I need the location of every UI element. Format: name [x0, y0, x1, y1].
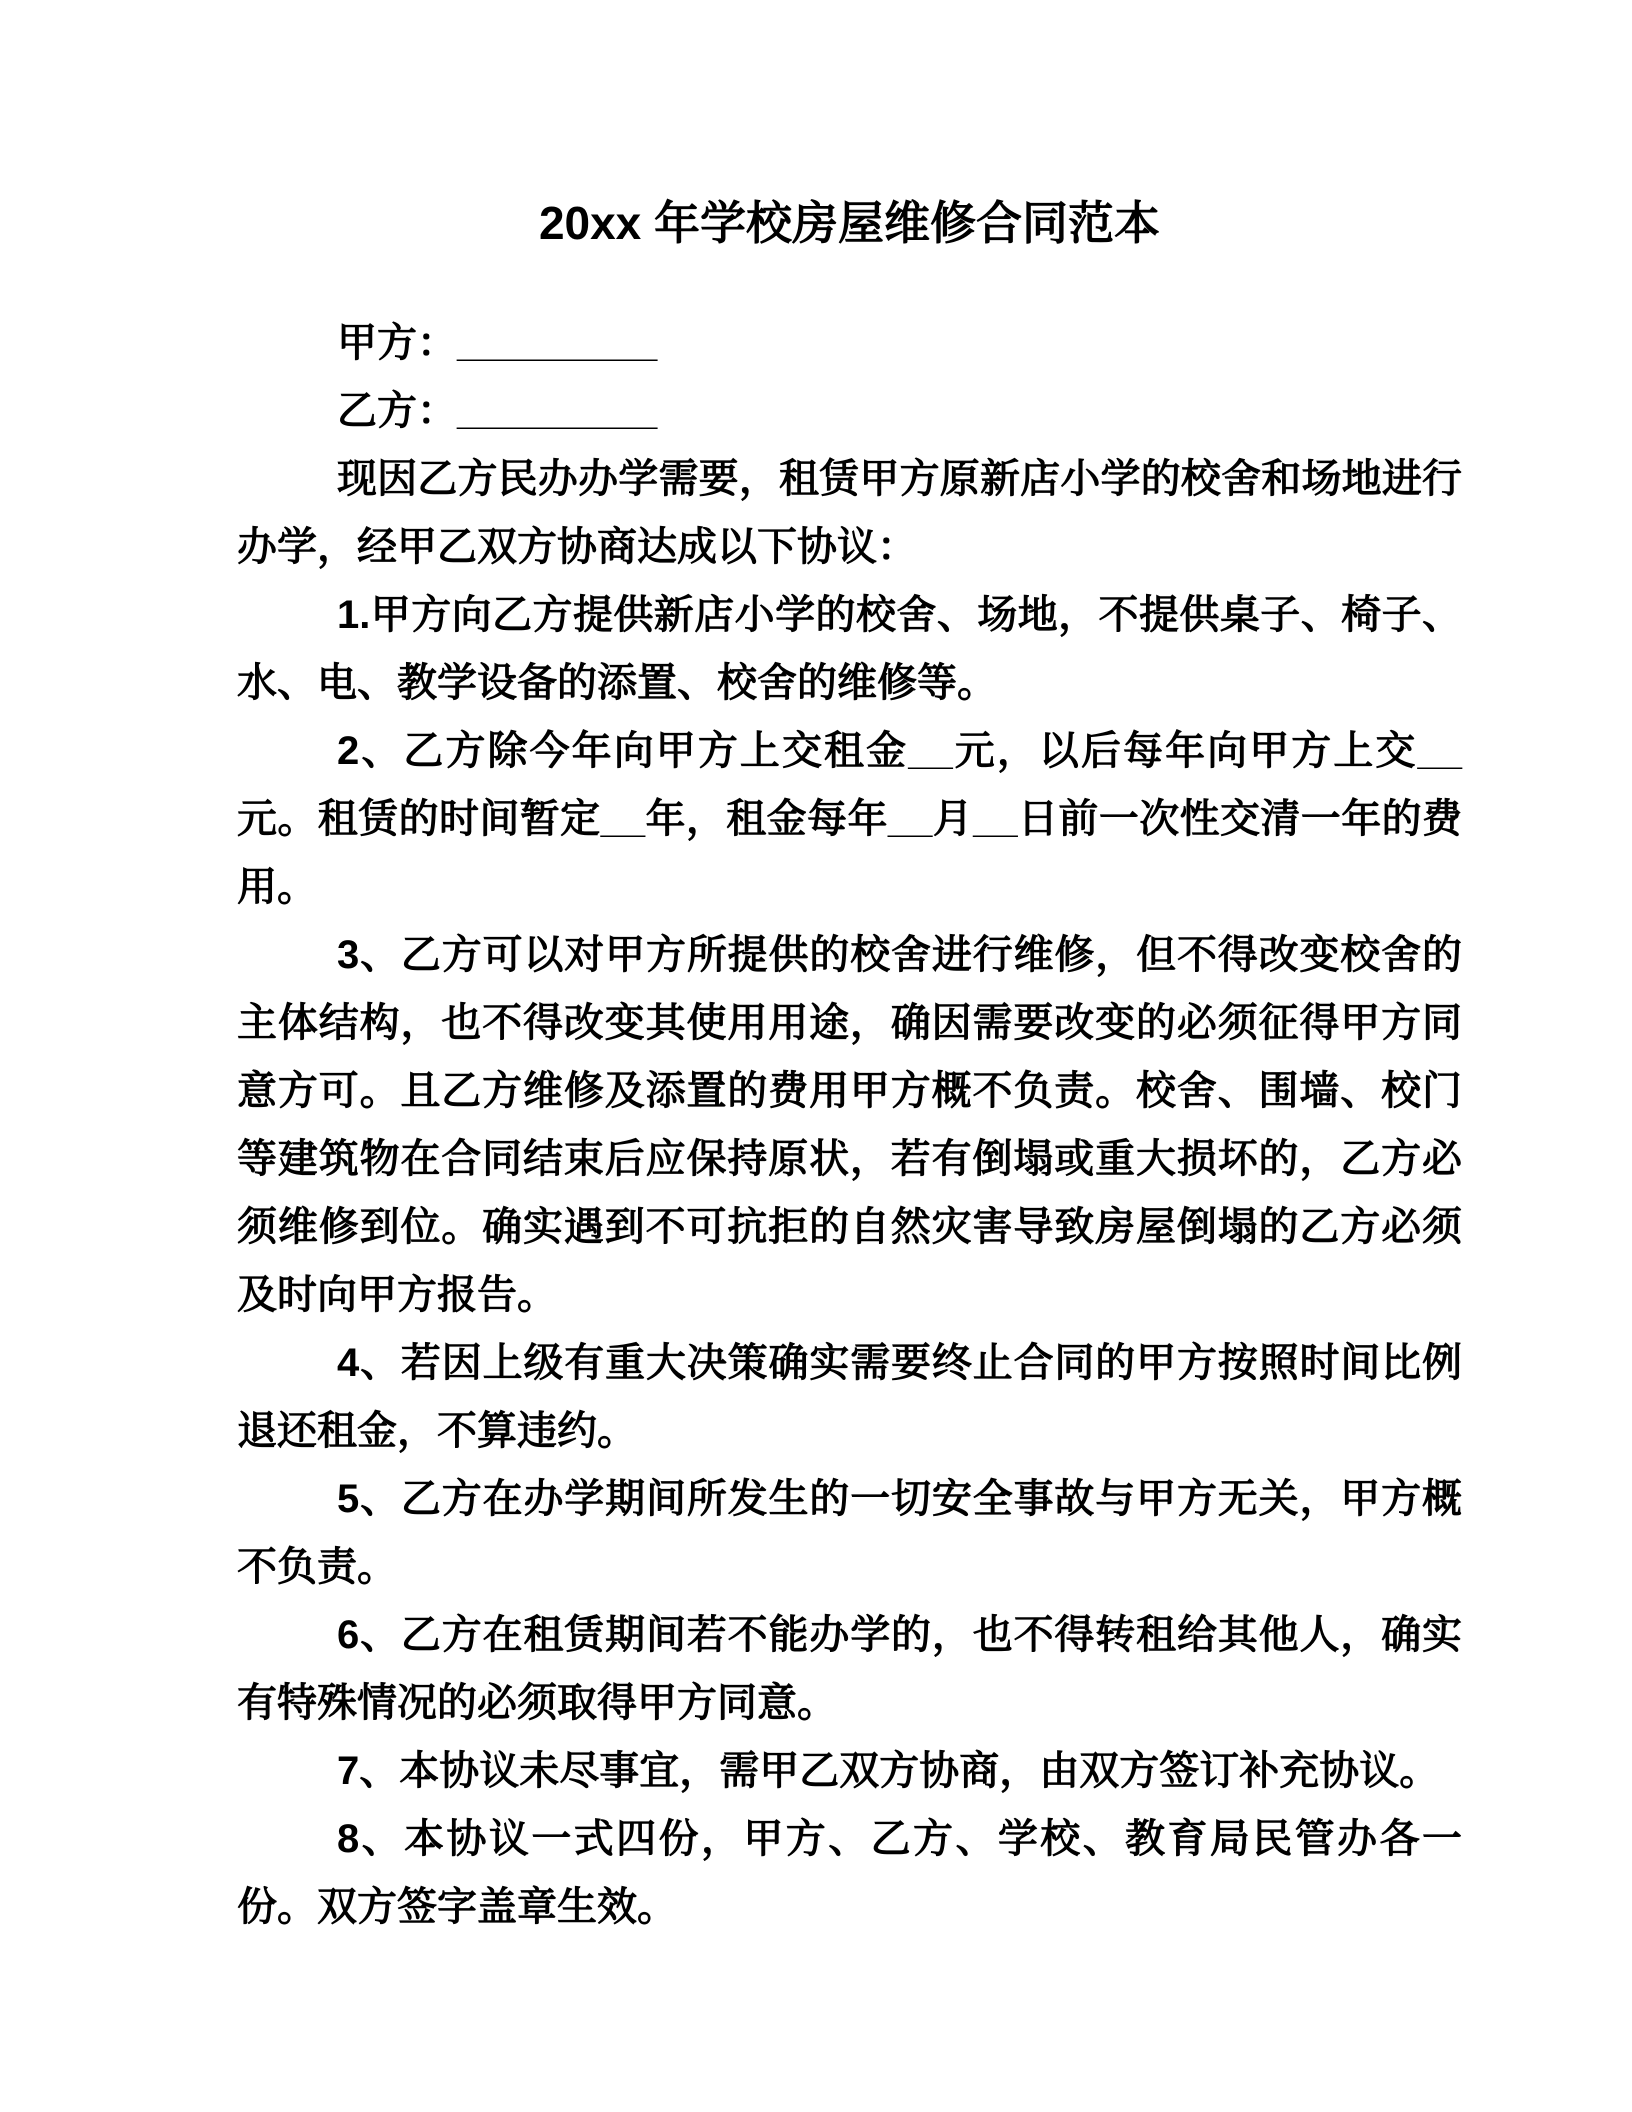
party-b-line: 乙方：_________ [337, 388, 658, 433]
clause-6: 6、乙方在租赁期间若不能办学的，也不得转租给其他人，确实有特殊情况的必须取得甲方同意。 [237, 1612, 1462, 1725]
party-a-line: 甲方：_________ [337, 320, 658, 365]
clause-4: 4、若因上级有重大决策确实需要终止合同的甲方按照时间比例退还租金，不算违约。 [237, 1340, 1462, 1453]
clause-7: 7、本协议未尽事宜，需甲乙双方协商，由双方签订补充协议。 [337, 1748, 1440, 1793]
clause-2: 2、乙方除今年向甲方上交租金__元，以后每年向甲方上交__元。租赁的时间暂定__年，租金每年__月__日前一次性交清一年的费用。 [237, 728, 1462, 909]
document-title: 20xx 年学校房屋维修合同范本 [538, 197, 1161, 249]
clause-1: 1.甲方向乙方提供新店小学的校舍、场地，不提供桌子、椅子、水、电、教学设备的添置、校舍的维修等。 [237, 592, 1462, 705]
clause-8: 8、本协议一式四份，甲方、乙方、学校、教育局民管办各一份。双方签字盖章生效。 [237, 1816, 1462, 1929]
clause-3: 3、乙方可以对甲方所提供的校舍进行维修，但不得改变校舍的主体结构，也不得改变其使用用途，确因需要改变的必须征得甲方同意方可。且乙方维修及添置的费用甲方概不负责。校舍、围墙、校门等建筑物在合同结束后应保持原状，若有倒塌或重大损坏的，乙方必须维修到位。确实遇到不可抗拒的自然灾害导致房屋倒塌的乙方必须及时向甲方报告。 [237, 932, 1462, 1317]
intro-paragraph: 现因乙方民办办学需要，租赁甲方原新店小学的校舍和场地进行办学，经甲乙双方协商达成以下协议： [237, 456, 1462, 569]
document-body [237, 309, 1462, 1941]
clause-5: 5、乙方在办学期间所发生的一切安全事故与甲方无关，甲方概不负责。 [237, 1476, 1462, 1589]
